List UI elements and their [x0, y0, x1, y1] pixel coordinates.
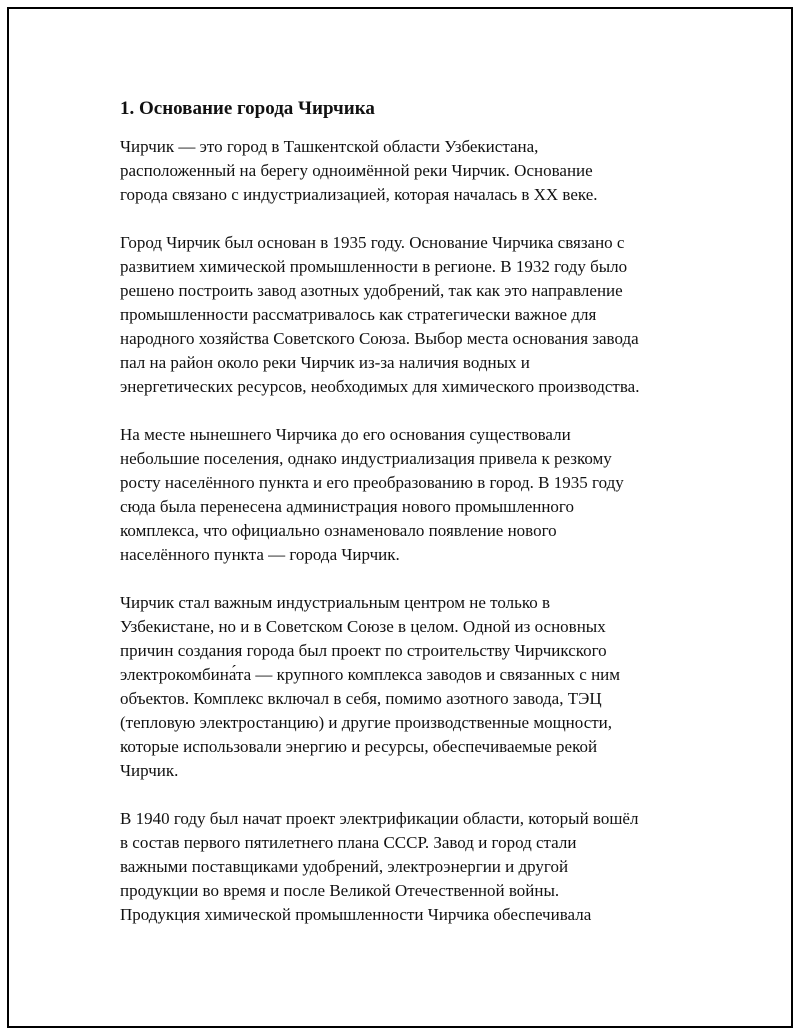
text-line: энергетических ресурсов, необходимых для химического производства. [120, 377, 640, 396]
text-line: важными поставщиками удобрений, электроэнергии и другой [120, 857, 569, 876]
document-body [120, 95, 700, 951]
text-line: решено построить завод азотных удобрений, так как это направление [120, 281, 623, 300]
text-line: небольшие поселения, однако индустриализация привела к резкому [120, 449, 612, 468]
text-line: народного хозяйства Советского Союза. Выбор места основания завода [120, 329, 639, 348]
text-line: На месте нынешнего Чирчика до его основания существовали [120, 425, 571, 444]
text-line: пал на район около реки Чирчик из-за наличия водных и [120, 353, 530, 372]
text-line: промышленности рассматривалось как стратегически важное для [120, 305, 597, 324]
text-line: Узбекистане, но и в Советском Союзе в целом. Одной из основных [120, 617, 606, 636]
text-line: Чирчик — это город в Ташкентской области Узбекистана, [120, 137, 539, 156]
section-heading: 1. Основание города Чирчика [120, 98, 375, 119]
text-line: развитием химической промышленности в регионе. В 1932 году было [120, 257, 628, 276]
text-line: в состав первого пятилетнего плана СССР. Завод и город стали [120, 833, 577, 852]
text-line: причин создания города был проект по строительству Чирчикского [120, 641, 607, 660]
text-line: Чирчик стал важным индустриальным центром не только в [120, 593, 551, 612]
text-line: продукции во время и после Великой Отечественной войны. [120, 881, 560, 900]
text-line: Чирчик. [120, 761, 179, 780]
text-line: комплекса, что официально ознаменовало появление нового [120, 521, 557, 540]
text-line: объектов. Комплекс включал в себя, помимо азотного завода, ТЭЦ [120, 689, 602, 708]
paragraph-2 [120, 231, 700, 399]
paragraph-4 [120, 591, 700, 783]
paragraph-3 [120, 423, 700, 567]
text-line: сюда была перенесена администрация нового промышленного [120, 497, 574, 516]
text-line: В 1940 году был начат проект электрификации области, который вошёл [120, 809, 639, 828]
text-line: Продукция химической промышленности Чирчика обеспечивала [120, 905, 592, 924]
text-line: электрокомбина́та — крупного комплекса заводов и связанных с ним [120, 665, 621, 684]
text-line: Город Чирчик был основан в 1935 году. Основание Чирчика связано с [120, 233, 625, 252]
paragraph-1 [120, 135, 700, 207]
text-line: населённого пункта — города Чирчик. [120, 545, 400, 564]
text-line: расположенный на берегу одноимённой реки Чирчик. Основание [120, 161, 593, 180]
paragraph-5 [120, 807, 700, 927]
text-line: (тепловую электростанцию) и другие производственные мощности, [120, 713, 613, 732]
text-line: которые использовали энергию и ресурсы, обеспечиваемые рекой [120, 737, 598, 756]
page-frame [7, 7, 793, 1028]
text-line: города связано с индустриализацией, которая началась в XX веке. [120, 185, 598, 204]
text-line: росту населённого пункта и его преобразованию в город. В 1935 году [120, 473, 624, 492]
